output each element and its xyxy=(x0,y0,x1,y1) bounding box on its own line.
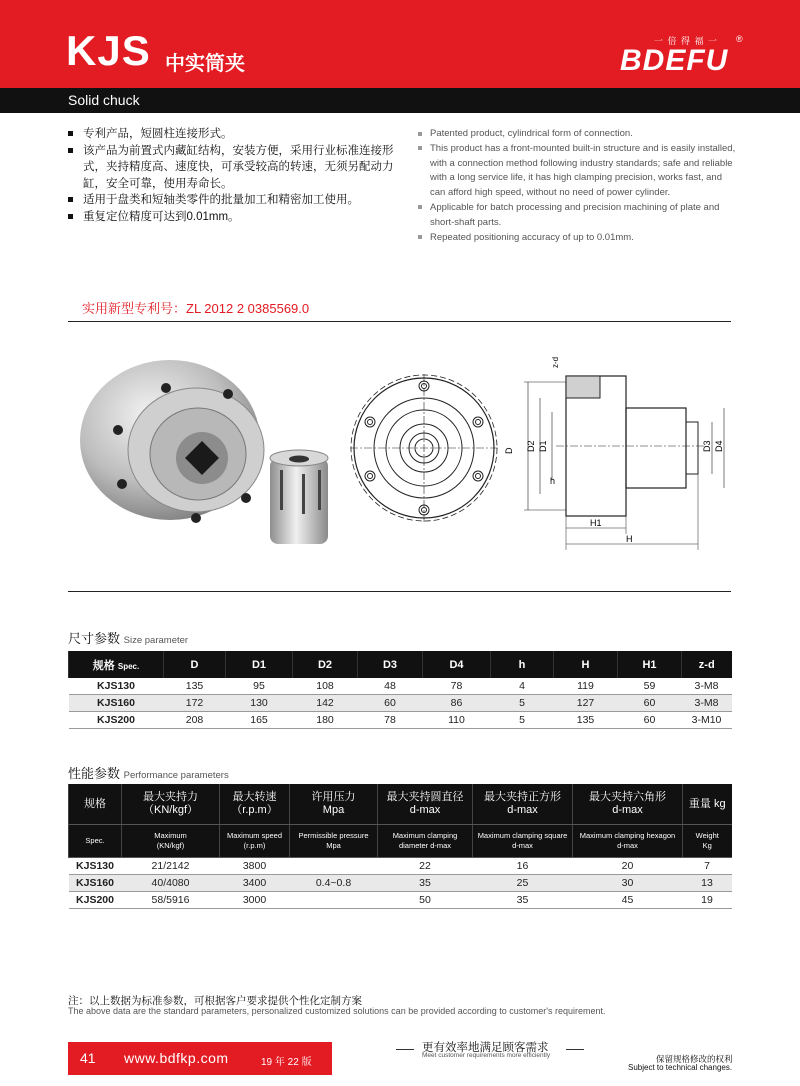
table-cell: 3-M10 xyxy=(682,712,732,729)
feature-item: This product has a front-mounted built-in structure and is easily installed, with a connection method following industry standards; safe and reliable with a long service life, it has high clamping precision, works fast, and can afford high speed, without no need of power cylinder. xyxy=(418,142,736,201)
dim-label-D1: D1 xyxy=(538,440,548,452)
column-header: Maximum clamping diameter d-max xyxy=(378,825,473,858)
feature-item: Applicable for batch processing and precision machining of plate and short-shaft parts. xyxy=(418,201,736,231)
column-header: D1 xyxy=(226,651,293,678)
spec-header-en: Spec. xyxy=(117,661,140,671)
column-header: D xyxy=(164,651,226,678)
dim-label-H: H xyxy=(626,534,633,544)
website-link[interactable]: www.bdfkp.com xyxy=(124,1050,229,1066)
table-cell: 45 xyxy=(573,892,683,909)
slogan-cn: 更有效率地满足顾客需求 xyxy=(422,1042,549,1054)
feature-item: 该产品为前置式内藏缸结构，安装方便，采用行业标准连接形式，夹持精度高、速度快，可承受较高的转速，无须另配动力缸，安全可靠，使用寿命长。 xyxy=(68,143,398,193)
dim-label-D: D xyxy=(504,447,514,454)
size-title-en: Size parameter xyxy=(123,635,189,646)
logo-text: BDEFU xyxy=(620,44,729,77)
table-cell: 25 xyxy=(473,875,573,892)
dim-label-h: h xyxy=(550,476,556,486)
size-title-cn: 尺寸参数 xyxy=(68,631,121,646)
perf-title-cn: 性能参数 xyxy=(68,766,121,781)
size-section-title xyxy=(68,628,188,647)
column-header: z-d xyxy=(682,651,732,678)
table-cell: 135 xyxy=(554,712,618,729)
spec-header xyxy=(69,651,164,678)
table-cell: 142 xyxy=(293,695,358,712)
features-list-en xyxy=(418,127,736,245)
feature-item: Repeated positioning accuracy of up to 0.01mm. xyxy=(418,231,736,246)
table-cell: 35 xyxy=(473,892,573,909)
column-header: 重量 kg xyxy=(683,784,732,825)
feature-item: 重复定位精度可达到0.01mm。 xyxy=(68,209,398,226)
spec-header-cn: 规格 xyxy=(92,659,115,672)
front-view-drawing xyxy=(350,372,500,522)
spec-cell: KJS130 xyxy=(69,678,164,695)
product-subtitle: Solid chuck xyxy=(68,92,140,108)
table-row xyxy=(69,875,732,892)
table-cell: 165 xyxy=(226,712,293,729)
feature-item: 适用于盘类和短轴类零件的批量加工和精密加工使用。 xyxy=(68,192,398,209)
patent-number: 实用新型专利号：ZL 2012 2 0385569.0 xyxy=(82,301,310,316)
table-cell: 108 xyxy=(293,678,358,695)
spec-cell: KJS200 xyxy=(69,892,122,909)
table-header-row-cn xyxy=(69,784,732,825)
table-cell: 60 xyxy=(358,695,423,712)
column-header: H xyxy=(554,651,618,678)
table-cell: 86 xyxy=(423,695,491,712)
column-header: 最大夹持六角形 d-max xyxy=(573,784,683,825)
features-list-cn xyxy=(68,126,398,225)
table-cell: 5 xyxy=(491,695,554,712)
dim-label-D4: D4 xyxy=(714,440,724,452)
table-cell: 5 xyxy=(491,712,554,729)
feature-item: Patented product, cylindrical form of connection. xyxy=(418,127,736,142)
column-header: 最大夹持正方形 d-max xyxy=(473,784,573,825)
product-photo xyxy=(78,358,338,558)
table-cell: 7 xyxy=(683,858,732,875)
column-header: Maximum clamping square d-max xyxy=(473,825,573,858)
product-code-title: KJS xyxy=(66,27,151,74)
table-row xyxy=(69,712,732,729)
column-header: 许用压力 Mpa xyxy=(290,784,378,825)
table-cell: 127 xyxy=(554,695,618,712)
slogan-rule-right xyxy=(566,1049,584,1050)
table-cell: 130 xyxy=(226,695,293,712)
note-en: The above data are the standard parameters, personalized customized solutions can be provided according to customer's requirement. xyxy=(68,1006,606,1016)
table-row xyxy=(69,858,732,875)
edition-label: 19 年 22 版 xyxy=(261,1057,312,1068)
slogan-en: Meet customer requirements more efficiently xyxy=(422,1052,551,1059)
table-cell: 135 xyxy=(164,678,226,695)
page-number: 41 xyxy=(80,1050,96,1066)
table-cell: 59 xyxy=(618,678,682,695)
divider xyxy=(68,591,731,592)
table-cell: 19 xyxy=(683,892,732,909)
table-cell: 35 xyxy=(378,875,473,892)
divider xyxy=(68,321,731,322)
column-header: Spec. xyxy=(69,825,122,858)
table-cell: 58/5916 xyxy=(122,892,220,909)
table-cell: 22 xyxy=(378,858,473,875)
product-name-cn: 中实筒夹 xyxy=(165,53,245,75)
table-cell: 50 xyxy=(378,892,473,909)
rights-cn: 保留规格修改的权利 xyxy=(656,1054,733,1064)
column-header: 最大夹持力 （KN/kgf） xyxy=(122,784,220,825)
performance-parameter-table xyxy=(68,784,732,909)
table-cell: 3-M8 xyxy=(682,695,732,712)
table-cell: 48 xyxy=(358,678,423,695)
table-cell xyxy=(290,858,378,875)
table-cell: 4 xyxy=(491,678,554,695)
feature-item: 专利产品，短圆柱连接形式。 xyxy=(68,126,398,143)
table-cell xyxy=(290,892,378,909)
table-cell: 119 xyxy=(554,678,618,695)
slogan-rule-left xyxy=(396,1049,414,1050)
table-cell: 40/4080 xyxy=(122,875,220,892)
table-cell: 3400 xyxy=(220,875,290,892)
column-header: Maximum speed (r.p.m) xyxy=(220,825,290,858)
column-header: 最大转速 （r.p.m） xyxy=(220,784,290,825)
column-header: Maximum clamping hexagon d-max xyxy=(573,825,683,858)
spec-cell: KJS160 xyxy=(69,875,122,892)
table-cell: 60 xyxy=(618,695,682,712)
table-header-row-en xyxy=(69,825,732,858)
table-row xyxy=(69,695,732,712)
table-row xyxy=(69,892,732,909)
column-header: h xyxy=(491,651,554,678)
dim-label-zd: z-d xyxy=(551,356,560,368)
table-cell: 60 xyxy=(618,712,682,729)
size-parameter-table xyxy=(68,651,732,729)
registered-mark: ® xyxy=(736,34,743,44)
brand-logo xyxy=(612,34,742,78)
table-cell: 13 xyxy=(683,875,732,892)
performance-section-title xyxy=(68,763,229,782)
spec-cell: KJS160 xyxy=(69,695,164,712)
table-header-row xyxy=(69,651,732,678)
table-cell: 78 xyxy=(423,678,491,695)
dim-label-D3: D3 xyxy=(702,440,712,452)
column-header: H1 xyxy=(618,651,682,678)
spec-cell: KJS130 xyxy=(69,858,122,875)
column-header: 最大夹持圆直径 d-max xyxy=(378,784,473,825)
table-cell: 0.4~0.8 xyxy=(290,875,378,892)
note-cn: 注：以上数据为标准参数，可根据客户要求提供个性化定制方案 xyxy=(68,995,362,1007)
table-cell: 172 xyxy=(164,695,226,712)
column-header: Weight Kg xyxy=(683,825,732,858)
column-header: D2 xyxy=(293,651,358,678)
table-cell: 180 xyxy=(293,712,358,729)
column-header: D4 xyxy=(423,651,491,678)
table-cell: 110 xyxy=(423,712,491,729)
rights-en: Subject to technical changes. xyxy=(628,1063,733,1072)
perf-title-en: Performance parameters xyxy=(123,770,229,781)
table-cell: 208 xyxy=(164,712,226,729)
logo-tagline: 一 倍 得 福 一 xyxy=(654,36,719,46)
column-header: D3 xyxy=(358,651,423,678)
column-header: Permissible pressure Mpa xyxy=(290,825,378,858)
table-cell: 16 xyxy=(473,858,573,875)
table-cell: 78 xyxy=(358,712,423,729)
table-cell: 21/2142 xyxy=(122,858,220,875)
table-cell: 95 xyxy=(226,678,293,695)
table-cell: 30 xyxy=(573,875,683,892)
dim-label-D2: D2 xyxy=(526,440,536,452)
table-cell: 3-M8 xyxy=(682,678,732,695)
spec-cell: KJS200 xyxy=(69,712,164,729)
table-row xyxy=(69,678,732,695)
column-header: Maximum (KN/kgf) xyxy=(122,825,220,858)
dim-label-H1: H1 xyxy=(590,518,602,528)
table-cell: 3800 xyxy=(220,858,290,875)
column-header: 规格 xyxy=(69,784,122,825)
table-cell: 3000 xyxy=(220,892,290,909)
table-cell: 20 xyxy=(573,858,683,875)
side-view-drawing xyxy=(500,352,735,562)
